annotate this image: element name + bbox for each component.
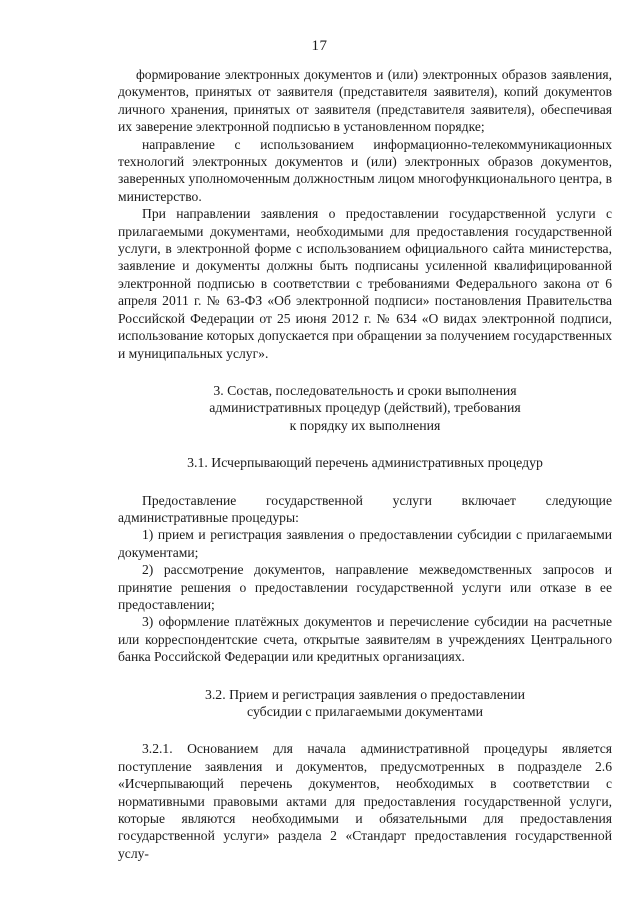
document-body: [118, 66, 612, 862]
section-3-heading-line-3: к порядку их выполнения: [289, 417, 441, 433]
section-3-1-heading: 3.1. Исчерпывающий перечень административных процедур: [187, 455, 543, 471]
section-3-2-heading-line-2: субсидии с прилагаемыми документами: [247, 704, 483, 719]
paragraph-3-2-1: 3.2.1. Основанием для начала административной процедуры является поступление заявления и документов, предусмотренных в подразделе 2.6 «Исчерпывающий перечень документов, необходимых в соответствии с нормативными правовыми актами для предоставления государственной услуги, которые являются необходимыми и обязательными для предоставления государственной услуги» раздела 2 «Стандарт предоставления государственной услу-: [118, 741, 612, 861]
paragraph-electronic-forming: формирование электронных документов и (или) электронных образов заявления, документов, принятых от заявителя (представителя заявителя), копий документов личного хранения, принятых от заявителя (представителя заявителя), обеспечивая их заверение электронной подписью в установленном порядке;: [118, 67, 612, 135]
paragraph-procedures-intro: Предоставление государственной услуги включает следующие административные процедуры:: [118, 492, 612, 525]
paragraph-procedure-2: 2) рассмотрение документов, направление межведомственных запросов и принятие решения о предоставлении государственной услуги или отказе в ее предоставлении;: [118, 562, 612, 612]
section-3-2-heading-line-1: 3.2. Прием и регистрация заявления о предоставлении: [204, 686, 526, 702]
page-number: 17: [311, 38, 328, 54]
paragraph-electronic-signature: При направлении заявления о предоставлении государственной услуги с прилагаемыми документами, необходимыми для предоставления государственной услуги, в электронной форме с использованием официального сайта министерства, заявление и документы должны быть подписаны усиленной квалифицированной электронной подписью в соответствии с требованиями Федерального закона от 6 апреля 2011 г. № 63-ФЗ «Об электронной подписи» постановления Правительства Российской Федерации от 25 июня 2012 г. № 634 «О видах электронной подписи, использование которых допускается при обращении за получением государственных и муниципальных услуг».: [118, 206, 612, 361]
section-3-heading-line-2: административных процедур (действий), требования: [209, 400, 521, 416]
paragraph-procedure-3: 3) оформление платёжных документов и перечисление субсидии на расчетные или корреспондентские счета, открытые заявителям в учреждениях Центрального банка Российской Федерации или кредитных организациях.: [118, 614, 612, 665]
section-3-heading-line-1: 3. Состав, последовательность и сроки выполнения: [213, 382, 517, 398]
paragraph-electronic-sending: направление с использованием информационно-телекоммуникационных технологий электронных документов и (или) электронных образов документов, заверенных уполномоченным должностным лицом многофункционального центра, в министерство.: [118, 136, 612, 204]
paragraph-procedure-1: 1) прием и регистрация заявления о предоставлении субсидии с прилагаемыми документами;: [118, 527, 612, 560]
